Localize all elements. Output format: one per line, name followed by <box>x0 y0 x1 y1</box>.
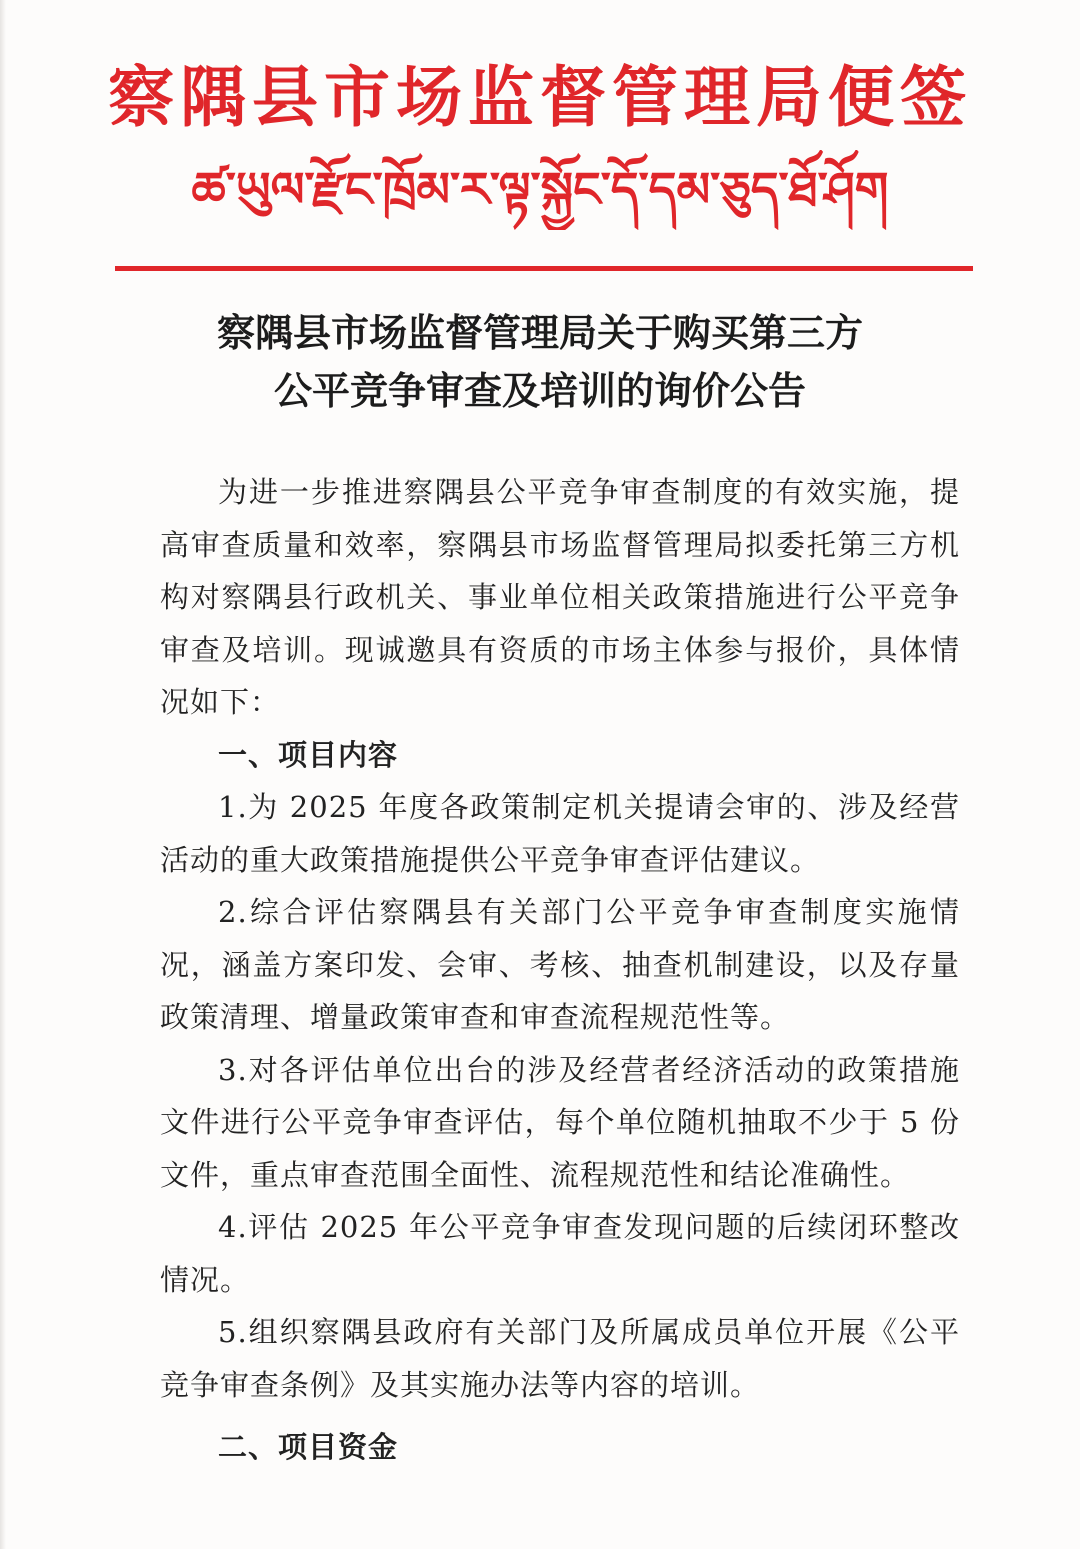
document-title <box>120 304 960 420</box>
section-heading-project-funds: 二、项目资金 <box>218 1430 399 1464</box>
content-item-1: 1.为 2025 年度各政策制定机关提请会审的、涉及经营活动的重大政策措施提供公平竞争审查评估建议。 <box>160 790 960 877</box>
letterhead-tibetan: ཚ་ཡུལ་རྫོང་ཁྲོམ་ར་ལྟ་སྐྱོང་དོ་དམ་ཅུད་ཐོ་ཤོག <box>191 162 889 218</box>
content-item-2: 2.综合评估察隅县有关部门公平竞争审查制度实施情况，涵盖方案印发、会审、考核、抽查机制建设，以及存量政策清理、增量政策审查和审查流程规范性等。 <box>160 895 960 1034</box>
intro-paragraph: 为进一步推进察隅县公平竞争审查制度的有效实施，提高审查质量和效率，察隅县市场监督管理局拟委托第三方机构对察隅县行政机关、事业单位相关政策措施进行公平竞争审查及培训。现诚邀具有资质的市场主体参与报价，具体情况如下： <box>160 475 960 719</box>
content-item-5: 5.组织察隅县政府有关部门及所属成员单位开展《公平竞争审查条例》及其实施办法等内容的培训。 <box>160 1315 960 1402</box>
document-body <box>160 466 960 1474</box>
content-item-3: 3.对各评估单位出台的涉及经营者经济活动的政策措施文件进行公平竞争审查评估，每个单位随机抽取不少于 5 份文件，重点审查范围全面性、流程规范性和结论准确性。 <box>160 1052 960 1192</box>
section-heading-project-content: 一、项目内容 <box>218 737 399 772</box>
title-line-2: 公平竞争审查及培训的询价公告 <box>273 368 806 413</box>
content-item-4: 4.评估 2025 年公平竞争审查发现问题的后续闭环整改情况。 <box>160 1210 960 1297</box>
letterhead-red-rule <box>115 266 973 271</box>
page-edge-shadow <box>0 0 6 1549</box>
title-line-1: 察隅县市场监督管理局关于购买第三方 <box>216 310 863 355</box>
letterhead-chinese: 察隅县市场监督管理局便签 <box>108 58 972 136</box>
